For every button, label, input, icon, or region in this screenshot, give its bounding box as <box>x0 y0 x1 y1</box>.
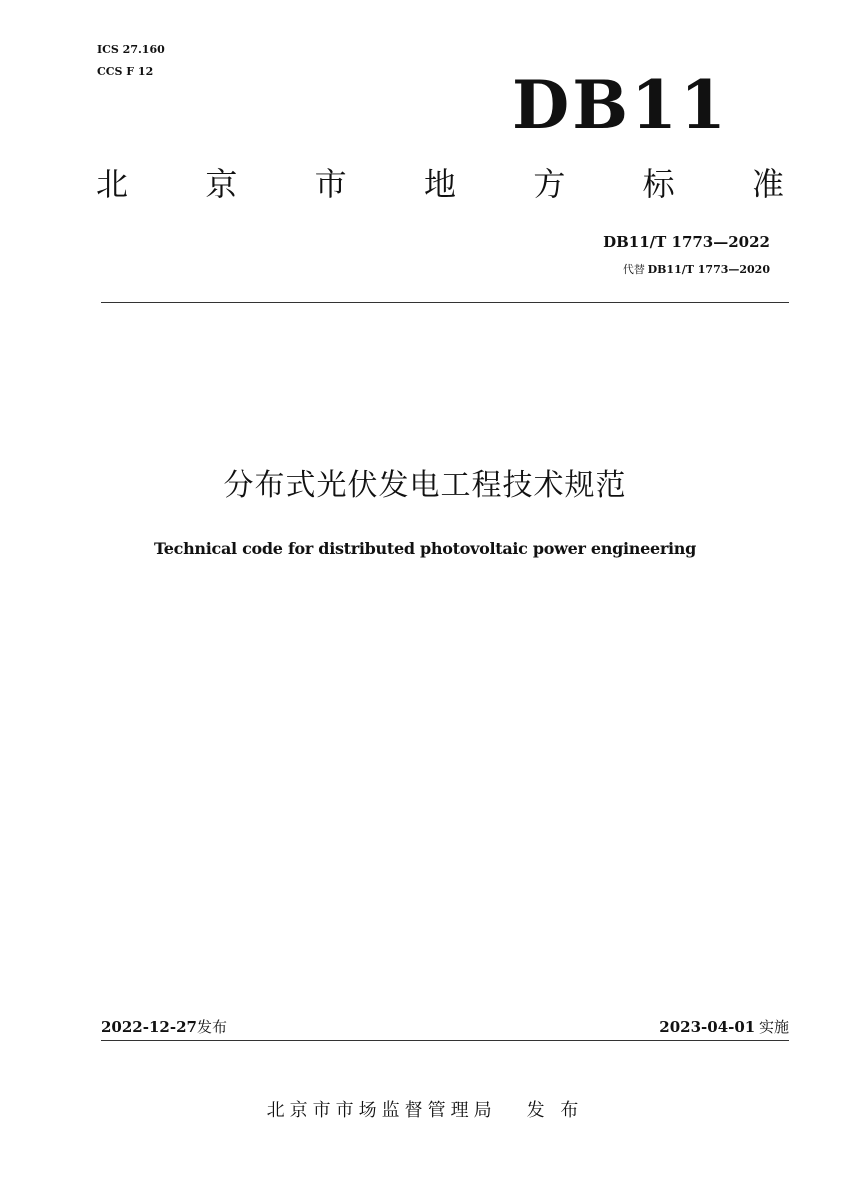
implement-label: 实施 <box>758 1018 789 1036</box>
replaces-label: 代替 <box>622 263 645 276</box>
footer-divider <box>101 1040 789 1041</box>
publisher-line <box>0 1098 850 1124</box>
standard-number: DB11/T 1773—2022 <box>603 233 770 251</box>
standard-type-char: 准 <box>751 165 784 203</box>
header-divider <box>101 302 789 303</box>
ics-code: ICS 27.160 <box>97 43 165 56</box>
publish-label: 发 布 <box>526 1100 584 1121</box>
replaces-number: DB11/T 1773—2020 <box>647 263 770 276</box>
standard-type-char: 京 <box>205 165 238 203</box>
standard-type <box>96 163 784 205</box>
implement-date: 2023-04-01 <box>659 1018 756 1036</box>
standard-type-char: 市 <box>314 165 347 203</box>
document-title-chinese: 分布式光伏发电工程技术规范 <box>223 468 627 503</box>
issue-date-line <box>101 1017 227 1038</box>
standard-type-char: 北 <box>96 165 129 203</box>
standard-type-char: 地 <box>423 165 456 203</box>
document-title-english: Technical code for distributed photovoltaic power engineering <box>154 539 696 558</box>
standard-type-char: 标 <box>642 165 675 203</box>
standard-type-char: 方 <box>533 165 566 203</box>
ccs-code: CCS F 12 <box>97 65 154 78</box>
replaces-line <box>623 262 770 278</box>
db-code-logo: DB11 <box>512 66 729 144</box>
issue-date: 2022-12-27 <box>101 1018 197 1036</box>
implement-date-line <box>659 1017 789 1038</box>
issue-label: 发布 <box>196 1018 227 1036</box>
publisher-name: 北京市市场监督管理局 <box>266 1100 497 1121</box>
